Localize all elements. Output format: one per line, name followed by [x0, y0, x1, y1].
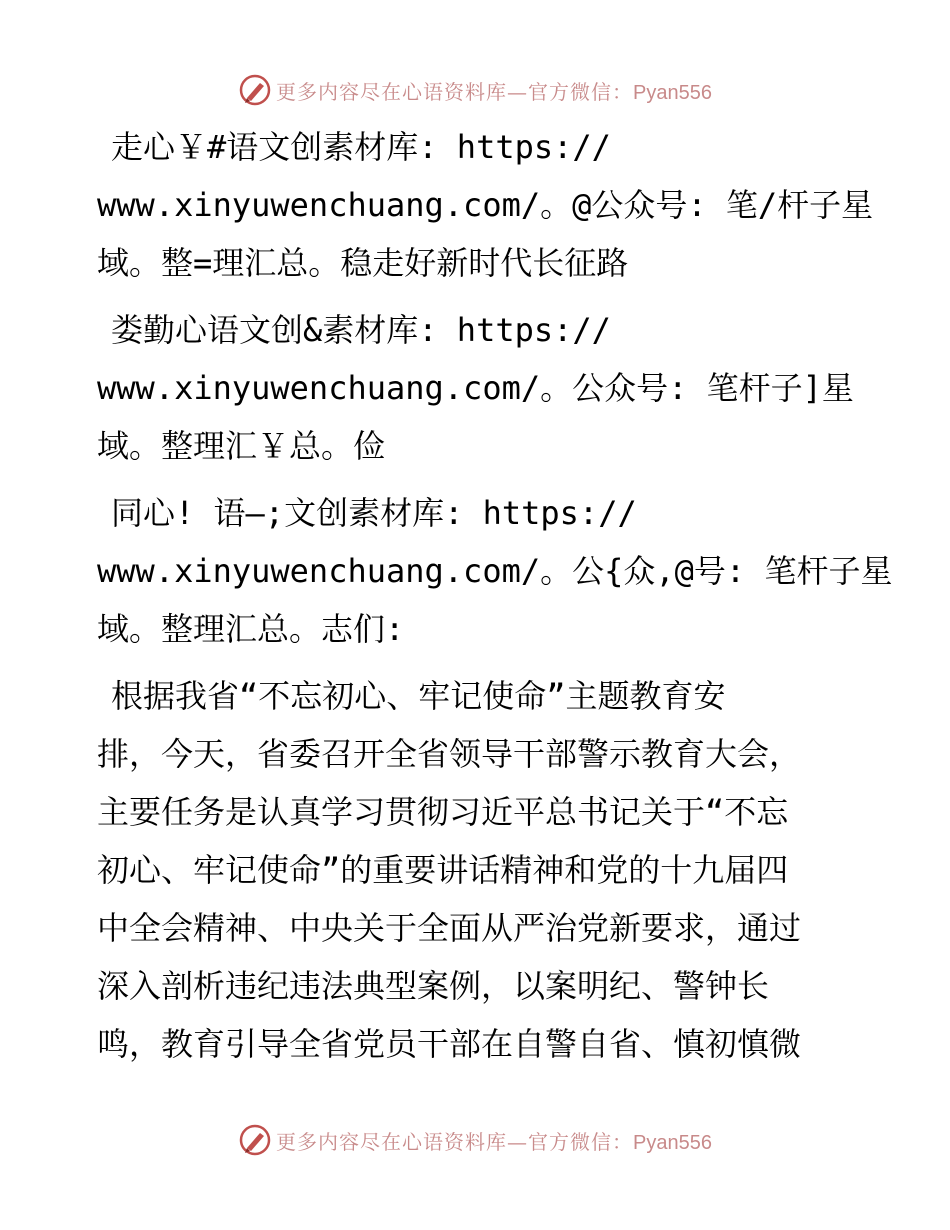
document-body	[97, 118, 893, 1082]
text-line: 域。整理汇￥总。俭	[97, 427, 386, 465]
text-line: 娄勤心语文创&素材库: https://	[111, 311, 611, 349]
text-line: 域。整=理汇总。稳走好新时代长征路	[97, 244, 629, 282]
paragraph	[97, 667, 857, 1073]
watermark-text: 更多内容尽在心语资料库—官方微信：Pyan556	[276, 1129, 712, 1154]
text-line: 根据我省“不忘初心、牢记使命”主题教育安	[111, 677, 726, 715]
paragraph	[97, 301, 857, 475]
paragraph	[97, 484, 893, 658]
pen-logo-icon	[238, 1123, 272, 1157]
text-line: www.xinyuwenchuang.com/。@公众号: 笔/杆子星	[97, 186, 874, 224]
pen-logo-icon	[238, 73, 272, 107]
text-line: 走心￥#语文创素材库: https://	[111, 128, 611, 166]
paragraph	[97, 118, 874, 292]
footer-watermark	[0, 1120, 950, 1160]
text-line: 深入剖析违纪违法典型案例，以案明纪、警钟长	[97, 967, 770, 1005]
header-watermark	[0, 70, 950, 110]
text-line: 初心、牢记使命”的重要讲话精神和党的十九届四	[97, 851, 789, 889]
text-line: www.xinyuwenchuang.com/。公众号: 笔杆子]星	[97, 369, 854, 407]
text-line: 排，今天，省委召开全省领导干部警示教育大会，	[97, 735, 802, 773]
text-line: 鸣，教育引导全省党员干部在自警自省、慎初慎微	[97, 1025, 802, 1063]
text-line: 中全会精神、中央关于全面从严治党新要求，通过	[97, 909, 802, 947]
text-line: 同心! 语—;文创素材库: https://	[111, 494, 637, 532]
text-line: 域。整理汇总。志们:	[97, 610, 405, 648]
watermark-text: 更多内容尽在心语资料库—官方微信：Pyan556	[276, 79, 712, 104]
text-line: 主要任务是认真学习贯彻习近平总书记关于“不忘	[97, 793, 789, 831]
text-line: www.xinyuwenchuang.com/。公{众,@号: 笔杆子星	[97, 552, 893, 590]
